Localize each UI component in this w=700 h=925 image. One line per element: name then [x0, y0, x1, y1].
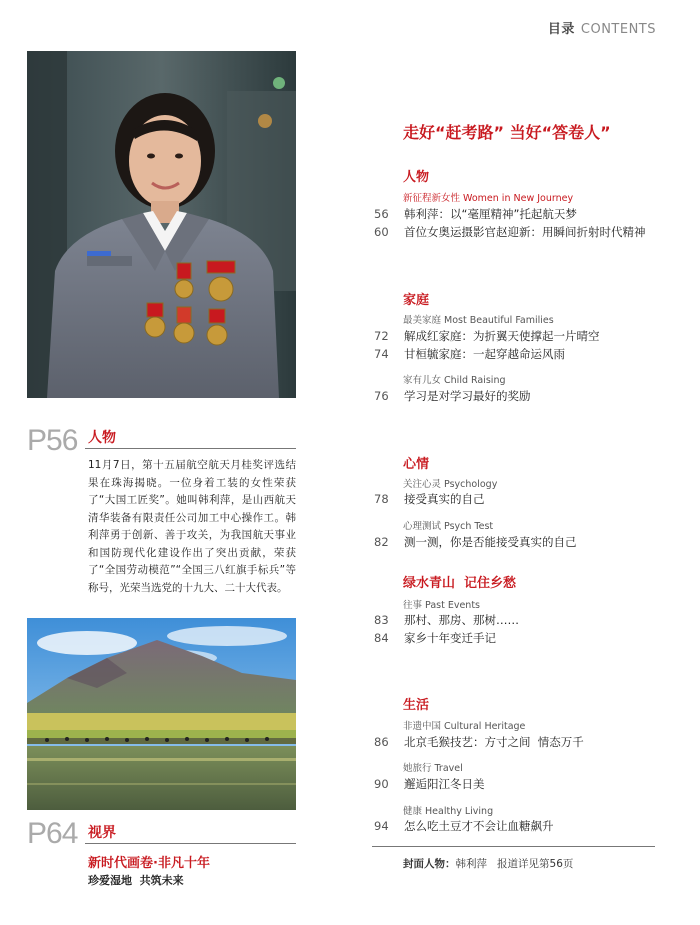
toc-headline: 走好“赶考路” 当好“答卷人”: [403, 123, 611, 142]
feature2-title[interactable]: 新时代画卷·非凡十年: [88, 856, 210, 871]
cover-credit-name: 韩利萍: [455, 858, 487, 870]
feature-blurb: 11月7日，第十五届航空航天月桂奖评选结果在珠海揭晓。一位身着工装的女性荣获了“大国工匠奖”。她叫韩利萍，是山西航天清华装备有限责任公司加工中心操作工。韩利萍勇于创新、善于攻关，为我国航天事业和国防现代化建设作出了突出贡献，荣获了“全国劳动模范”“全国三八红旗手标兵”等称号，光荣当选党的十九大、二十大代表。: [88, 459, 296, 594]
cover-rule: [372, 846, 655, 847]
feature-section-title[interactable]: 人物: [88, 430, 116, 446]
feature-page-number: P56: [27, 424, 78, 457]
portrait-photo[interactable]: [27, 51, 296, 398]
toc-subcategory: 关注心灵 Psychology: [403, 479, 498, 490]
toc-item[interactable]: 83 那村、那房、那树……: [374, 613, 519, 627]
toc-item[interactable]: 78 接受真实的自己: [374, 492, 485, 506]
toc-subcategory: 家有儿女 Child Raising: [403, 375, 506, 386]
toc-item[interactable]: 60 首位女奥运摄影官赵迎新：用瞬间折射时代精神: [374, 225, 646, 239]
toc-item[interactable]: 94 怎么吃土豆才不会让血糖飙升: [374, 819, 554, 833]
toc-subcategory: 往事 Past Events: [403, 600, 481, 611]
toc-item[interactable]: 90 邂逅阳江冬日美: [374, 777, 485, 791]
toc-subcategory: 健康 Healthy Living: [403, 806, 494, 817]
toc-subcategory: 心理测试 Psych Test: [403, 521, 494, 532]
toc-category-xinqing: 心情: [403, 457, 430, 472]
toc-subcategory: 新征程新女性 Women in New Journey: [403, 193, 574, 204]
toc-category-lvshui: 绿水青山 记住乡愁: [403, 576, 517, 591]
feature2-subtitle: 珍爱湿地 共筑未来: [88, 874, 184, 887]
feature2-page-number: P64: [27, 817, 78, 850]
toc-category-jiating: 家庭: [403, 293, 430, 308]
feature2-section-title[interactable]: 视界: [88, 825, 116, 841]
toc-item[interactable]: 74 甘桓毓家庭：一起穿越命运风雨: [374, 347, 565, 361]
feature-section-rule: [85, 448, 296, 449]
cover-credit: [403, 856, 573, 871]
toc-item[interactable]: 84 家乡十年变迁手记: [374, 631, 496, 645]
toc-item[interactable]: 76 学习是对学习最好的奖励: [374, 389, 531, 403]
feature2-section-rule: [85, 843, 296, 844]
toc-item[interactable]: 86 北京毛猴技艺：方寸之间 情态万千: [374, 735, 584, 749]
toc-subcategory: 非遗中国 Cultural Heritage: [403, 721, 526, 732]
landscape-photo[interactable]: [27, 618, 296, 810]
toc-subcategory: 她旅行 Travel: [403, 763, 463, 774]
toc-item[interactable]: 82 测一测，你是否能接受真实的自己: [374, 535, 577, 549]
cover-credit-note: 报道详见第56页: [497, 858, 574, 870]
toc-category-shenghuo: 生活: [403, 698, 430, 713]
toc-subcategory: 最美家庭 Most Beautiful Families: [403, 315, 554, 326]
contents-header: [548, 18, 656, 37]
cover-credit-label: 封面人物：: [403, 858, 456, 870]
toc-category-renwu: 人物: [403, 170, 430, 185]
toc-item[interactable]: 72 解成红家庭：为折翼天使撑起一片晴空: [374, 329, 600, 343]
contents-label-en: CONTENTS: [580, 22, 656, 37]
contents-label-cn: 目录: [547, 22, 575, 37]
toc-item[interactable]: 56 韩利萍：以“毫厘精神”托起航天梦: [374, 207, 577, 221]
